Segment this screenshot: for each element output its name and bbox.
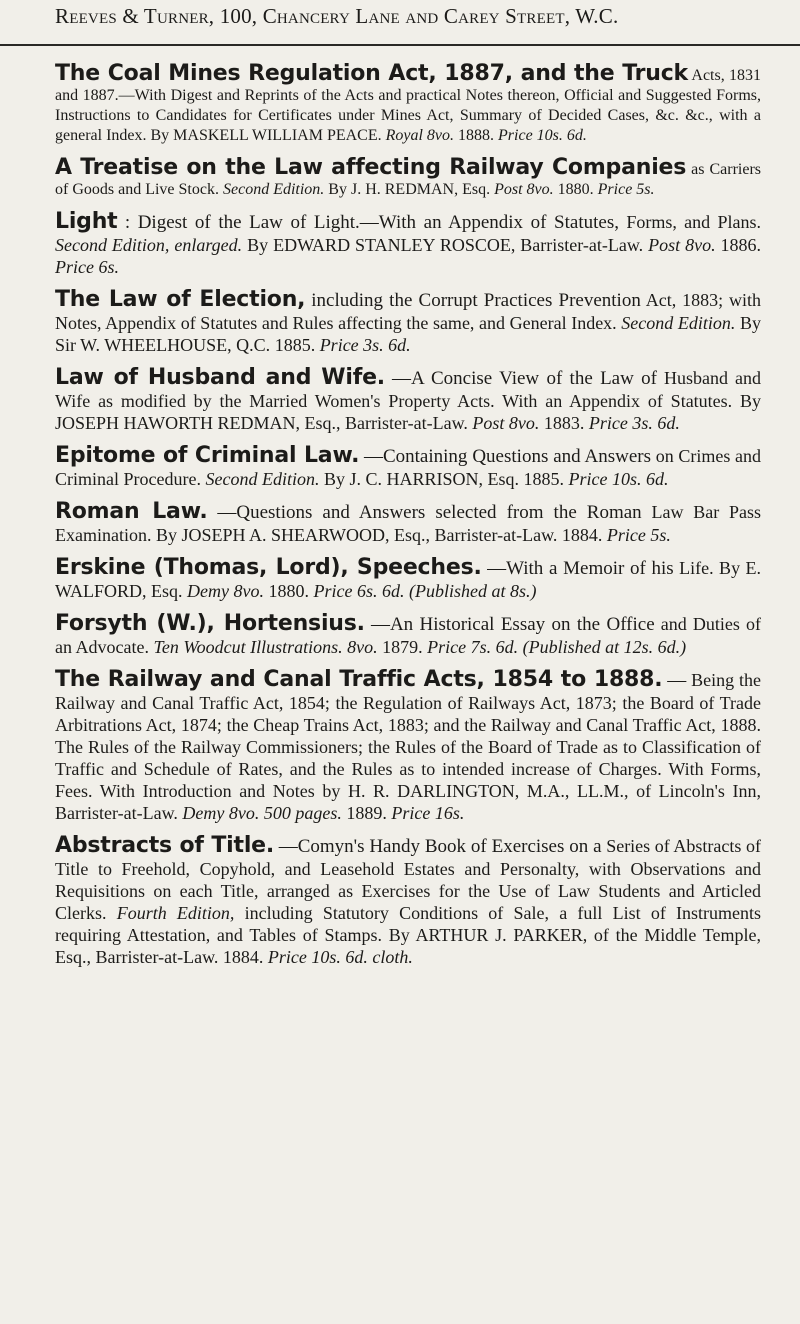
book-entry	[55, 288, 761, 356]
book-author: By EDWARD STANLEY ROSCOE, Barrister-at-Law.	[247, 235, 644, 255]
book-year: 1886.	[720, 235, 762, 255]
book-title: The Law of Election,	[55, 287, 306, 312]
book-title: Roman Law.	[55, 499, 208, 524]
book-price: Price 10s. 6d. cloth.	[267, 947, 413, 967]
publisher-address: Reeves & Turner, 100, Chancery Lane and Carey Street, W.C.	[55, 4, 619, 28]
book-edition: Second Edition, enlarged.	[55, 235, 243, 255]
book-format: Royal 8vo.	[385, 127, 455, 144]
book-subtitle: —An Historical Essay on the Office	[370, 614, 655, 635]
book-format: Post 8vo.	[472, 413, 540, 433]
book-price: Price 10s. 6d.	[498, 127, 587, 144]
book-price: Price 6s. 6d.	[313, 581, 405, 601]
book-year: 1879.	[382, 637, 423, 657]
book-description: Life. By E. WALFORD, Esq.	[55, 558, 761, 601]
book-description: on Crimes and Criminal Procedure.	[55, 446, 761, 489]
book-year: 1880.	[268, 581, 309, 601]
book-price: Price 5s.	[606, 525, 671, 545]
book-title: Light	[55, 209, 118, 234]
book-edition: Second Edition.	[621, 313, 736, 333]
book-year: 1889.	[346, 803, 387, 823]
book-edition: Second Edition.	[222, 181, 325, 198]
book-year: 1888.	[458, 127, 495, 144]
book-subtitle: —	[667, 670, 687, 691]
book-description: Act, 1883; with Notes, Appendix of Statutes and Rules affecting the same, and General Index.	[55, 290, 762, 333]
book-title: Erskine (Thomas, Lord), Speeches.	[55, 555, 482, 580]
book-entry	[55, 210, 761, 278]
book-subtitle: —A Concise View of the Law of	[392, 368, 657, 389]
book-price: Price 3s. 6d.	[319, 335, 411, 355]
book-price: Price 10s. 6d.	[568, 469, 669, 489]
book-list	[55, 62, 761, 978]
book-title: Forsyth (W.), Hortensius.	[55, 611, 365, 636]
book-format: Post 8vo.	[648, 235, 716, 255]
book-author: including Statutory Conditions of Sale, a full List of Instruments requiring Attestation, and Tables of Stamps. By ARTHUR J. PARKER, of the Middle Temple, Esq., Barrister-at-Law.	[55, 903, 762, 967]
book-description: Being the Railway and Canal Traffic Act, 1854; the Regulation of Railways Act, 1873; the Board of Trade Arbitrations Act, 1874; the Cheap Trains Act, 1883; and the Railway and Canal Traffic Act, 1888. The Rules of the Railway Commissioners; the Rules of the Board of Trade as to Classification of Traffic and Schedule of Rates, and the Rules as to intended increase of Charges. With Forms, Fees. With Introduction and Notes by H. R. DARLINGTON, M.A., LL.M., of Lincoln's Inn, Barrister-at-Law.	[55, 670, 761, 823]
book-format: Demy 8vo. 500 pages.	[182, 803, 342, 823]
book-price: Price 7s. 6d.	[427, 637, 519, 657]
book-year: 1885.	[274, 335, 316, 355]
book-edition: Fourth Edition,	[116, 903, 235, 923]
book-edition: Ten Woodcut Illustrations.	[153, 637, 343, 657]
book-subtitle: including the Corrupt Practices Prevention	[311, 290, 641, 311]
book-description: Husband and Wife as modified by the Married Women's Property Acts. With an Appendix of Statutes. By JOSEPH HAWORTH REDMAN, Esq., Barrister-at-Law.	[55, 368, 762, 433]
publisher-header	[0, 0, 800, 46]
book-note: (Published at 12s. 6d.)	[522, 637, 687, 657]
book-entry	[55, 668, 761, 824]
book-title: The Railway and Canal Traffic Acts, 1854 to 1888.	[55, 667, 663, 692]
book-author: By Sir W. WHEELHOUSE, Q.C.	[55, 313, 762, 355]
book-title: Law of Husband and Wife.	[55, 365, 385, 390]
book-author: By J. C. HARRISON, Esq.	[323, 469, 519, 489]
book-subtitle: —With a Memoir of his	[487, 558, 674, 579]
book-description: Forms, and Plans.	[626, 212, 761, 232]
book-title: Epitome of Criminal Law.	[55, 443, 360, 468]
book-format: 8vo.	[347, 637, 378, 657]
book-author: By J. H. REDMAN, Esq.	[328, 181, 491, 198]
book-description: Series of Abstracts of Title to Freehold, Copyhold, and Leasehold Estates and Personalty, with Observations and Requisitions on each Title, arranged as Exercises for the Use of Law Students and Articled Clerks.	[55, 836, 762, 923]
book-year: 1880.	[557, 181, 594, 198]
book-description: as Carriers of Goods and Live Stock.	[55, 161, 761, 198]
book-edition: Second Edition.	[205, 469, 320, 489]
book-title: Abstracts of Title.	[55, 833, 275, 858]
book-year: 1884.	[561, 525, 603, 545]
book-description: Acts, 1831 and 1887.—With Digest and Reprints of the Acts and practical Notes thereon, Official and Suggested Forms, Instructions to Candidates for Certificates under Mines Act, Summary of Decided Cases, &c. &c., with a general Index. By MASKELL WILLIAM PEACE.	[55, 67, 761, 144]
book-entry	[55, 834, 761, 968]
book-subtitle: —Comyn's Handy Book of Exercises on a	[278, 836, 602, 857]
book-subtitle: —Containing Questions and Answers	[363, 446, 652, 467]
book-format: Demy 8vo.	[187, 581, 264, 601]
book-format: Post 8vo.	[494, 181, 554, 198]
book-subtitle: —Questions and Answers selected from the Roman	[217, 502, 642, 523]
book-year: 1883.	[543, 413, 585, 433]
book-entry	[55, 556, 761, 602]
book-title: The Coal Mines Regulation Act, 1887, and the Truck	[55, 61, 688, 86]
book-note: (Published at 8s.)	[408, 581, 537, 601]
book-entry	[55, 444, 761, 490]
book-title: A Treatise on the Law affecting Railway Companies	[55, 155, 687, 180]
book-description: and Duties of an Advocate.	[55, 614, 762, 657]
book-entry	[55, 62, 761, 146]
book-entry	[55, 612, 761, 658]
book-price: Price 6s.	[55, 257, 119, 277]
book-price: Price 3s. 6d.	[588, 413, 680, 433]
book-entry	[55, 500, 761, 546]
book-subtitle: : Digest of the Law of Light.—With an Appendix of Statutes,	[124, 212, 619, 233]
book-year: 1884.	[222, 947, 264, 967]
book-price: Price 16s.	[391, 803, 465, 823]
book-price: Price 5s.	[597, 181, 655, 198]
book-year: 1885.	[523, 469, 564, 489]
book-description: Law Bar Pass Examination. By JOSEPH A. SHEARWOOD, Esq., Barrister-at-Law.	[55, 502, 762, 545]
book-entry	[55, 156, 761, 200]
book-entry	[55, 366, 761, 434]
